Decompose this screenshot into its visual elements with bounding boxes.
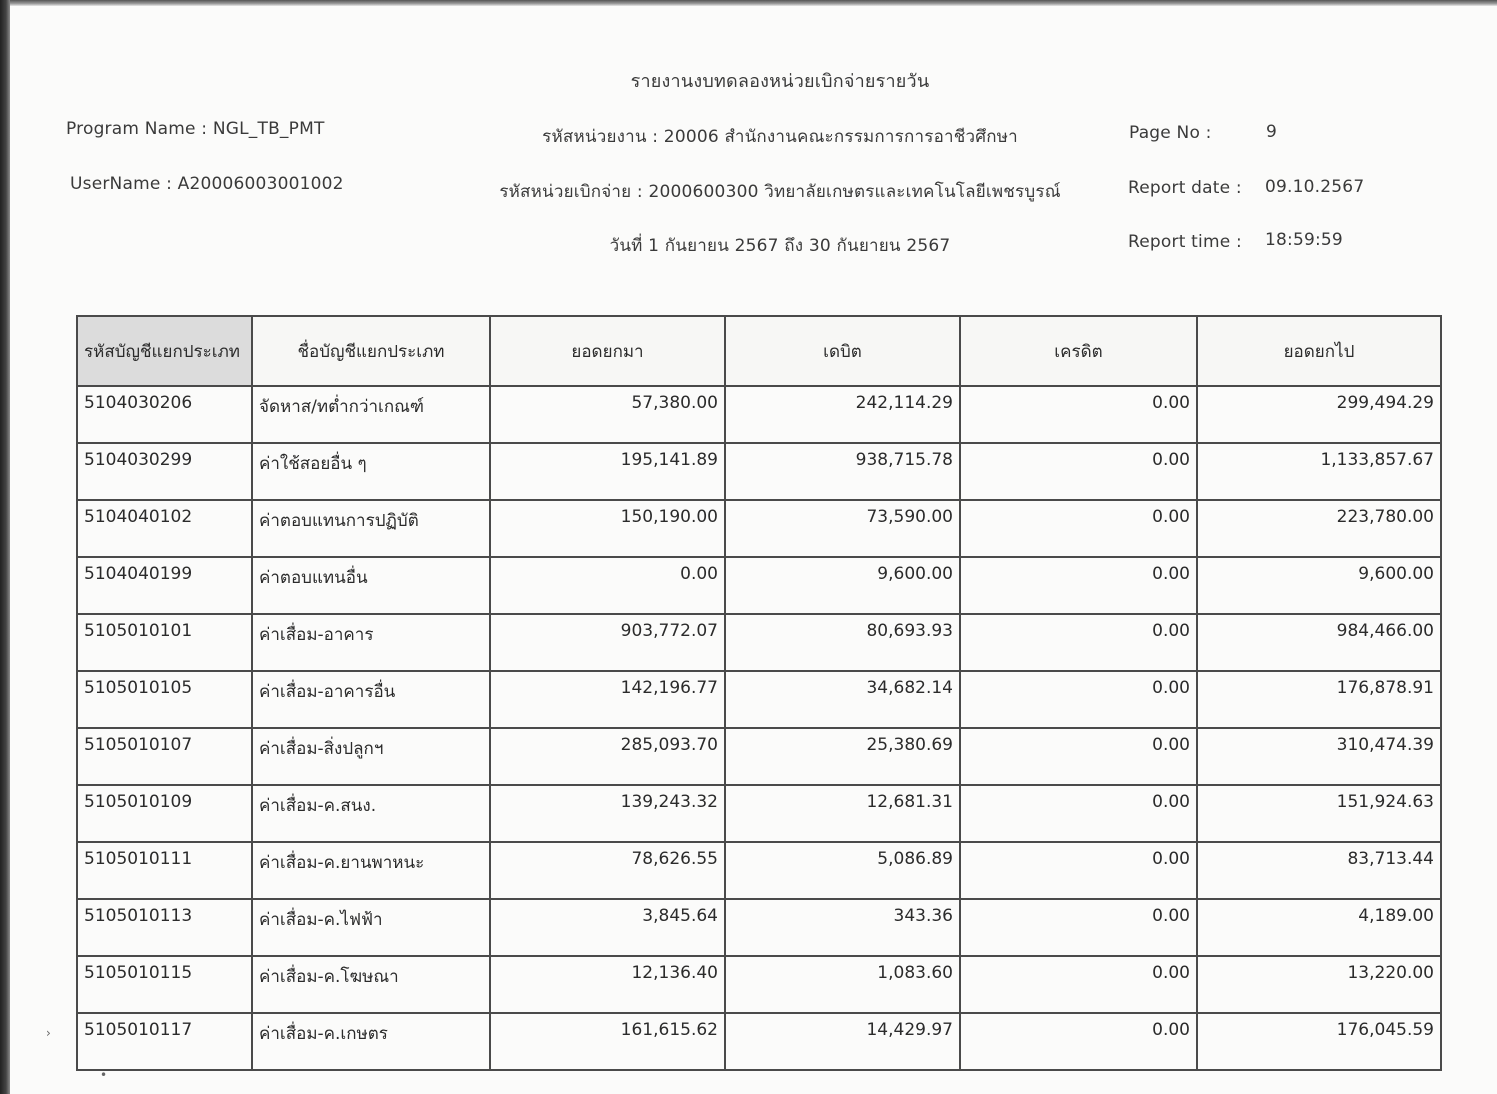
cell-balance-forward: 0.00 — [490, 557, 725, 614]
trial-balance-table — [76, 315, 1442, 1071]
cell-balance-carried: 310,474.39 — [1197, 728, 1441, 785]
stray-dot: • — [100, 1068, 108, 1082]
cell-balance-forward: 195,141.89 — [490, 443, 725, 500]
date-range: วันที่ 1 กันยายน 2567 ถึง 30 กันยายน 2567 — [609, 236, 951, 256]
cell-account-code: 5105010109 — [77, 785, 252, 842]
header-account-name: ชื่อบัญชีแยกประเภท — [252, 316, 490, 386]
cell-balance-carried: 151,924.63 — [1197, 785, 1441, 842]
cell-balance-forward: 3,845.64 — [490, 899, 725, 956]
table-row — [77, 956, 1441, 1013]
cell-balance-carried: 223,780.00 — [1197, 500, 1441, 557]
cell-account-name: ค่าตอบแทนการปฏิบัติ — [252, 500, 490, 557]
report-time-label: Report time : — [1128, 232, 1242, 252]
agency-code: รหัสหน่วยงาน : 20006 สำนักงานคณะกรรมการการอาชีวศึกษา — [542, 127, 1018, 147]
cell-account-name: ค่าเสื่อม-อาคาร — [252, 614, 490, 671]
report-title: รายงานงบทดลองหน่วยเบิกจ่ายรายวัน — [630, 71, 930, 92]
page-no-label: Page No : — [1129, 123, 1212, 143]
cell-balance-forward: 12,136.40 — [490, 956, 725, 1013]
table-header-row — [77, 316, 1441, 386]
cell-debit: 242,114.29 — [725, 386, 960, 443]
cell-account-name: ค่าเสื่อม-ค.สนง. — [252, 785, 490, 842]
table-row — [77, 443, 1441, 500]
cell-account-code: 5105010105 — [77, 671, 252, 728]
header-account-code: รหัสบัญชีแยกประเภท — [77, 316, 252, 386]
page-binding-edge — [0, 0, 10, 1094]
program-name: Program Name : NGL_TB_PMT — [66, 119, 325, 139]
cell-balance-forward: 78,626.55 — [490, 842, 725, 899]
cell-balance-forward: 161,615.62 — [490, 1013, 725, 1070]
table-row — [77, 671, 1441, 728]
table-row — [77, 1013, 1441, 1070]
report-date-value: 09.10.2567 — [1265, 177, 1365, 197]
cell-balance-carried: 984,466.00 — [1197, 614, 1441, 671]
cell-credit: 0.00 — [960, 785, 1197, 842]
cell-debit: 1,083.60 — [725, 956, 960, 1013]
cell-balance-carried: 9,600.00 — [1197, 557, 1441, 614]
cell-debit: 12,681.31 — [725, 785, 960, 842]
cell-account-code: 5104040102 — [77, 500, 252, 557]
user-name: UserName : A20006003001002 — [70, 174, 344, 194]
cell-balance-carried: 13,220.00 — [1197, 956, 1441, 1013]
cell-debit: 14,429.97 — [725, 1013, 960, 1070]
cell-debit: 938,715.78 — [725, 443, 960, 500]
table-row — [77, 728, 1441, 785]
report-date-label: Report date : — [1128, 178, 1242, 198]
cell-account-code: 5105010117 — [77, 1013, 252, 1070]
page-no-value: 9 — [1266, 122, 1278, 142]
header-debit: เดบิต — [725, 316, 960, 386]
cell-debit: 343.36 — [725, 899, 960, 956]
table-row — [77, 614, 1441, 671]
cell-credit: 0.00 — [960, 671, 1197, 728]
cell-credit: 0.00 — [960, 1013, 1197, 1070]
cell-balance-forward: 285,093.70 — [490, 728, 725, 785]
cell-credit: 0.00 — [960, 557, 1197, 614]
cell-balance-forward: 142,196.77 — [490, 671, 725, 728]
cell-account-code: 5105010107 — [77, 728, 252, 785]
cell-credit: 0.00 — [960, 899, 1197, 956]
header-credit: เครดิต — [960, 316, 1197, 386]
cell-account-code: 5105010115 — [77, 956, 252, 1013]
table-row — [77, 386, 1441, 443]
cell-account-code: 5104040199 — [77, 557, 252, 614]
cell-balance-forward: 139,243.32 — [490, 785, 725, 842]
disbursing-unit: รหัสหน่วยเบิกจ่าย : 2000600300 วิทยาลัยเกษตรและเทคโนโลยีเพชรบูรณ์ — [499, 182, 1061, 202]
page-top-edge — [0, 0, 1497, 6]
table-row — [77, 842, 1441, 899]
cell-credit: 0.00 — [960, 728, 1197, 785]
cell-debit: 34,682.14 — [725, 671, 960, 728]
cell-account-name: ค่าเสื่อม-ค.ยานพาหนะ — [252, 842, 490, 899]
table-row — [77, 500, 1441, 557]
cell-account-name: ค่าใช้สอยอื่น ๆ — [252, 443, 490, 500]
cell-balance-forward: 57,380.00 — [490, 386, 725, 443]
cell-debit: 5,086.89 — [725, 842, 960, 899]
cell-account-code: 5104030299 — [77, 443, 252, 500]
cell-account-name: ค่าตอบแทนอื่น — [252, 557, 490, 614]
cell-credit: 0.00 — [960, 386, 1197, 443]
cell-credit: 0.00 — [960, 500, 1197, 557]
cell-credit: 0.00 — [960, 842, 1197, 899]
cell-account-name: ค่าเสื่อม-สิ่งปลูกฯ — [252, 728, 490, 785]
report-time-value: 18:59:59 — [1265, 230, 1343, 250]
cell-balance-carried: 299,494.29 — [1197, 386, 1441, 443]
cell-account-name: ค่าเสื่อม-ค.เกษตร — [252, 1013, 490, 1070]
table-row — [77, 785, 1441, 842]
cell-account-name: จัดหาส/ทต่ำกว่าเกณฑ์ — [252, 386, 490, 443]
cell-debit: 9,600.00 — [725, 557, 960, 614]
cell-debit: 73,590.00 — [725, 500, 960, 557]
cell-account-name: ค่าเสื่อม-อาคารอื่น — [252, 671, 490, 728]
cell-account-name: ค่าเสื่อม-ค.โฆษณา — [252, 956, 490, 1013]
cell-balance-carried: 176,045.59 — [1197, 1013, 1441, 1070]
cell-account-code: 5104030206 — [77, 386, 252, 443]
header-balance-forward: ยอดยกมา — [490, 316, 725, 386]
cell-balance-forward: 150,190.00 — [490, 500, 725, 557]
cell-account-code: 5105010101 — [77, 614, 252, 671]
table-row — [77, 899, 1441, 956]
cell-balance-forward: 903,772.07 — [490, 614, 725, 671]
header-balance-carried: ยอดยกไป — [1197, 316, 1441, 386]
cell-credit: 0.00 — [960, 614, 1197, 671]
cell-account-code: 5105010113 — [77, 899, 252, 956]
cell-account-name: ค่าเสื่อม-ค.ไฟฟ้า — [252, 899, 490, 956]
cell-account-code: 5105010111 — [77, 842, 252, 899]
table-row — [77, 557, 1441, 614]
cell-balance-carried: 4,189.00 — [1197, 899, 1441, 956]
cell-balance-carried: 1,133,857.67 — [1197, 443, 1441, 500]
cell-debit: 25,380.69 — [725, 728, 960, 785]
cell-balance-carried: 83,713.44 — [1197, 842, 1441, 899]
cell-credit: 0.00 — [960, 956, 1197, 1013]
cell-credit: 0.00 — [960, 443, 1197, 500]
cell-debit: 80,693.93 — [725, 614, 960, 671]
stray-mark: › — [46, 1026, 51, 1040]
cell-balance-carried: 176,878.91 — [1197, 671, 1441, 728]
